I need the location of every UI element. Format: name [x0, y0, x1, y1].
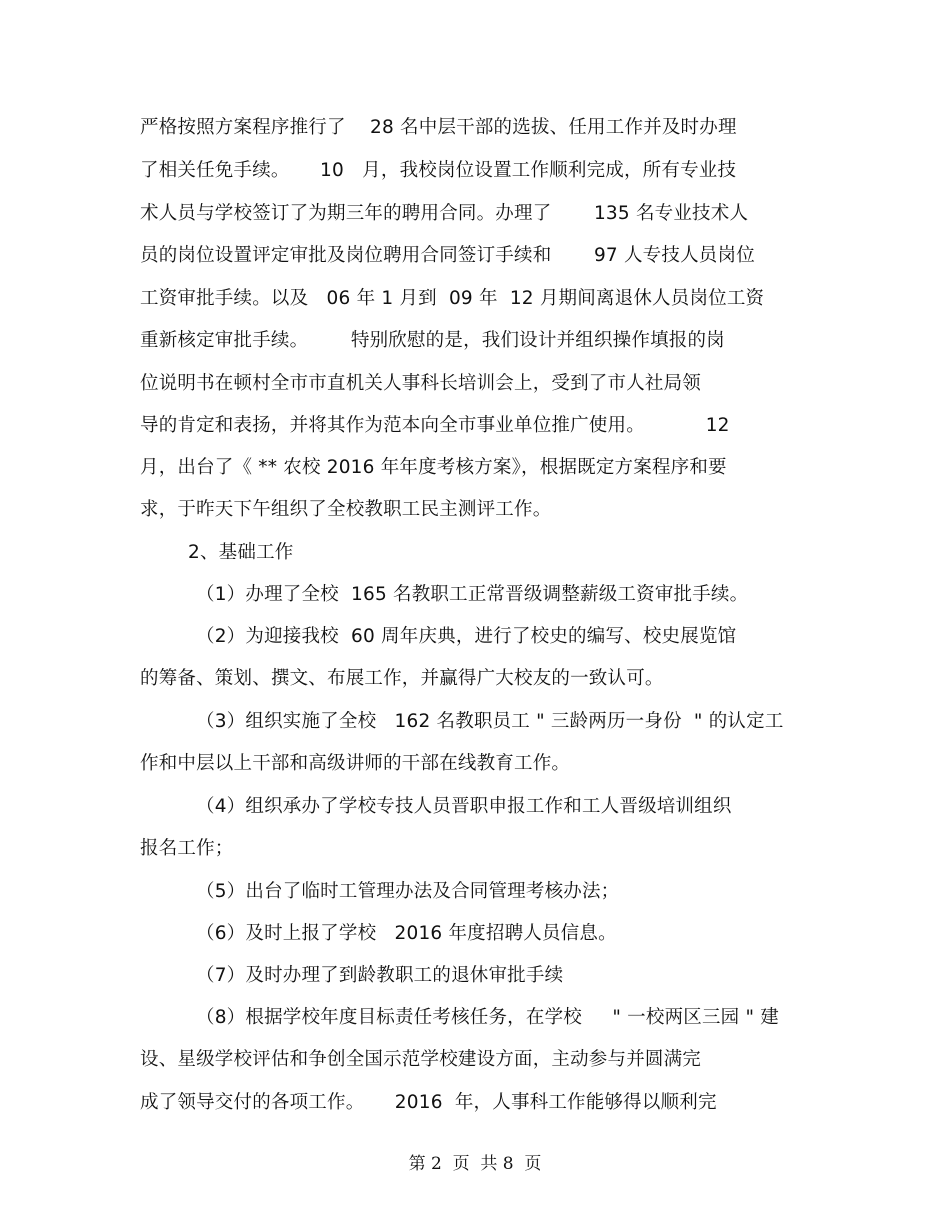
- list-item-5: （5）出台了临时工管理办法及合同管理考核办法；: [196, 881, 620, 902]
- list-item-7: （7）及时办理了到龄教职工的退休审批手续: [196, 965, 564, 986]
- text-line: 工资审批手续。以及 06 年 1 月到 09 年 12 月期间离退休人员岗位工资: [140, 288, 765, 309]
- text-line: 位说明书在顿村全市市直机关人事科长培训会上，受到了市人社局领: [140, 373, 702, 394]
- list-item-8-continued: 设、星级学校评估和争创全国示范学校建设方面，主动参与并圆满完: [140, 1049, 702, 1070]
- text-line: 严格按照方案程序推行了 28 名中层干部的选拔、任用工作并及时办理: [140, 117, 737, 138]
- list-item-4: （4）组织承办了学校专技人员晋职申报工作和工人晋级培训组织: [196, 796, 732, 817]
- list-item-1: （1）办理了全校 165 名教职工正常晋级调整薪级工资审批手续。: [196, 584, 749, 605]
- list-item-8-continued: 成了领导交付的各项工作。 2016 年，人事科工作能够得以顺利完: [140, 1092, 717, 1113]
- text-line: 求，于昨天下午组织了全校教职工民主测评工作。: [140, 499, 552, 520]
- list-item-4-continued: 报名工作；: [140, 838, 234, 859]
- text-line: 重新核定审批手续。 特别欣慰的是，我们设计并组织操作填报的岗: [140, 330, 725, 351]
- text-line: 员的岗位设置评定审批及岗位聘用合同签订手续和 97 人专技人员岗位: [140, 245, 755, 266]
- text-line: 了相关任免手续。 10 月，我校岗位设置工作顺利完成，所有专业技: [140, 160, 737, 181]
- list-item-3: （3）组织实施了全校 162 名教职员工 " 三龄两历一身份 " 的认定工: [196, 711, 784, 732]
- text-line: 术人员与学校签订了为期三年的聘用合同。办理了 135 名专业技术人: [140, 203, 749, 224]
- list-item-2: （2）为迎接我校 60 周年庆典，进行了校史的编写、校史展览馆: [196, 626, 737, 647]
- list-item-8: （8）根据学校年度目标责任考核任务，在学校 " 一校两区三园 " 建: [196, 1007, 779, 1028]
- list-item-6: （6）及时上报了学校 2016 年度招聘人员信息。: [196, 923, 617, 944]
- list-item-3-continued: 作和中层以上干部和高级讲师的干部在线教育工作。: [140, 753, 571, 774]
- text-line: 月，出台了《 ** 农校 2016 年年度考核方案》，根据既定方案程序和要: [140, 457, 727, 478]
- text-line: 导的肯定和表扬，并将其作为范本向全市事业单位推广使用。 12: [140, 415, 730, 436]
- section-heading: 2、基础工作: [188, 542, 294, 563]
- list-item-2-continued: 的筹备、策划、撰文、布展工作，并赢得广大校友的一致认可。: [140, 668, 664, 689]
- page-number-footer: 第 2 页 共 8 页: [408, 1154, 542, 1174]
